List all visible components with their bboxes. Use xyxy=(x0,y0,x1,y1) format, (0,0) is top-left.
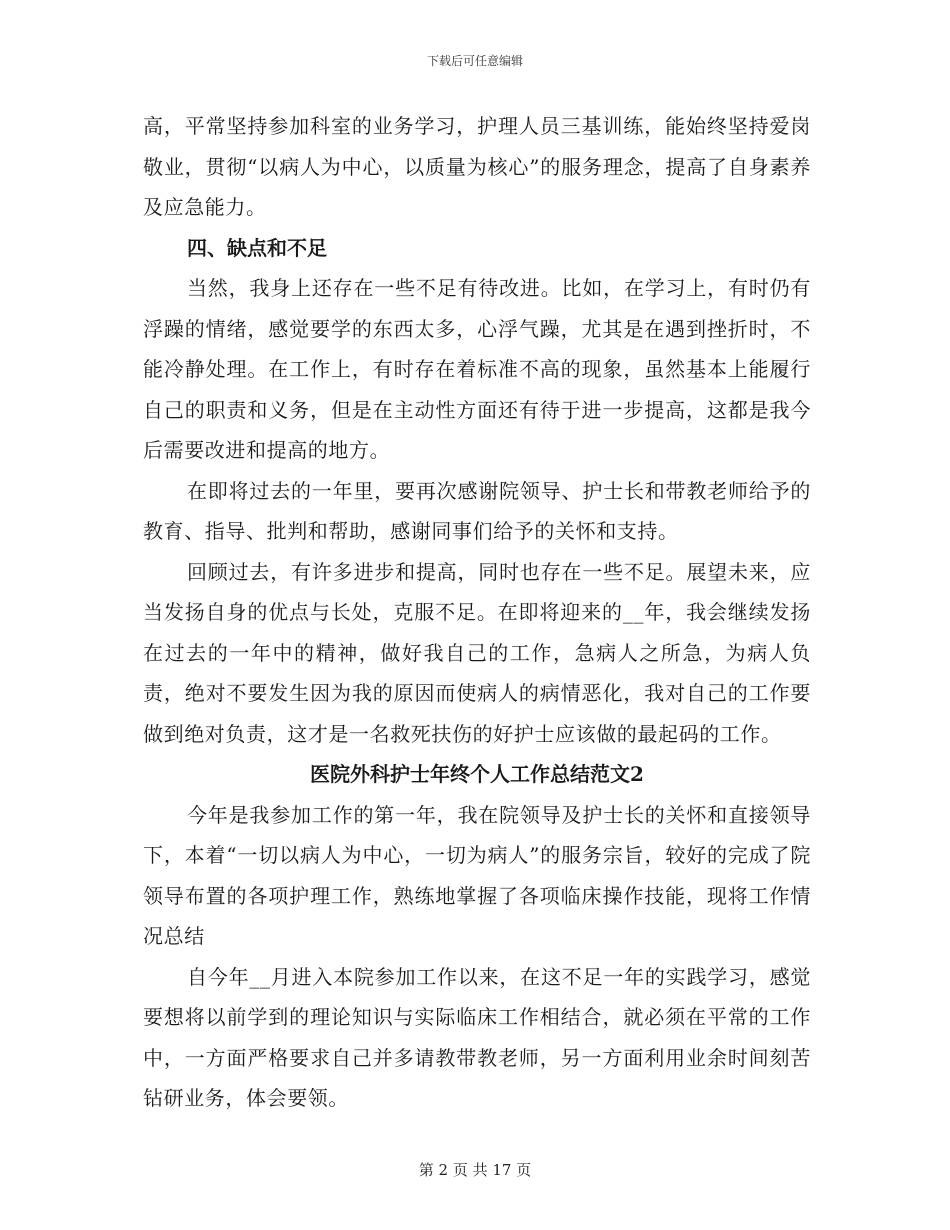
paragraph-shortcomings: 当然，我身上还存在一些不足有待改进。比如，在学习上，有时仍有浮躁的情绪，感觉要学的东西太多，心浮气躁，尤其是在遇到挫折时，不能冷静处理。在工作上，有时存在着标准不高的现象，虽然基本上能履行自己的职责和义务，但是在主动性方面还有待于进一步提高，这都是我今后需要改进和提高的地方。 xyxy=(143,276,811,462)
page-header-note: 下载后可任意编辑 xyxy=(426,54,523,68)
paragraph-outlook: 回顾过去，有许多进步和提高，同时也存在一些不足。展望未来，应当发扬自身的优点与长处，克服不足。在即将迎来的__年，我会继续发扬在过去的一年中的精神，做好我自己的工作，急病人之所急，为病人负责，绝对不要发生因为我的原因而使病人的病情恶化，我对自己的工作要做到绝对负责，这才是一名救死扶伤的好护士应该做的最起码的工作。 xyxy=(143,559,811,746)
paragraph-since: 自今年__月进入本院参加工作以来，在这不足一年的实践学习，感觉要想将以前学到的理论知识与实际临床工作相结合，就必须在平常的工作中，一方面严格要求自己并多请教带教老师，另一方面利用业余时间刻苦钻研业务，体会要领。 xyxy=(143,964,811,1110)
page-number-footer: 第 2 页 共 17 页 xyxy=(418,1161,532,1179)
paragraph-continued: 高，平常坚持参加科室的业务学习，护理人员三基训练，能始终坚持爱岗敬业，贯彻“以病人为中心，以质量为核心”的服务理念，提高了自身素养及应急能力。 xyxy=(143,114,811,219)
document-title-2: 医院外科护士年终个人工作总结范文2 xyxy=(310,762,644,786)
document-body xyxy=(143,106,811,1119)
paragraph-intro-2: 今年是我参加工作的第一年，我在院领导及护士长的关怀和直接领导下，本着“一切以病人为中心，一切为病人”的服务宗旨，较好的完成了院领导布置的各项护理工作，熟练地掌握了各项临床操作技能，现将工作情况总结 xyxy=(143,802,811,948)
paragraph-thanks: 在即将过去的一年里，要再次感谢院领导、护士长和带教老师给予的教育、指导、批判和帮助，感谢同事们给予的关怀和支持。 xyxy=(143,478,811,543)
section-heading-shortcomings: 四、缺点和不足 xyxy=(187,235,327,260)
